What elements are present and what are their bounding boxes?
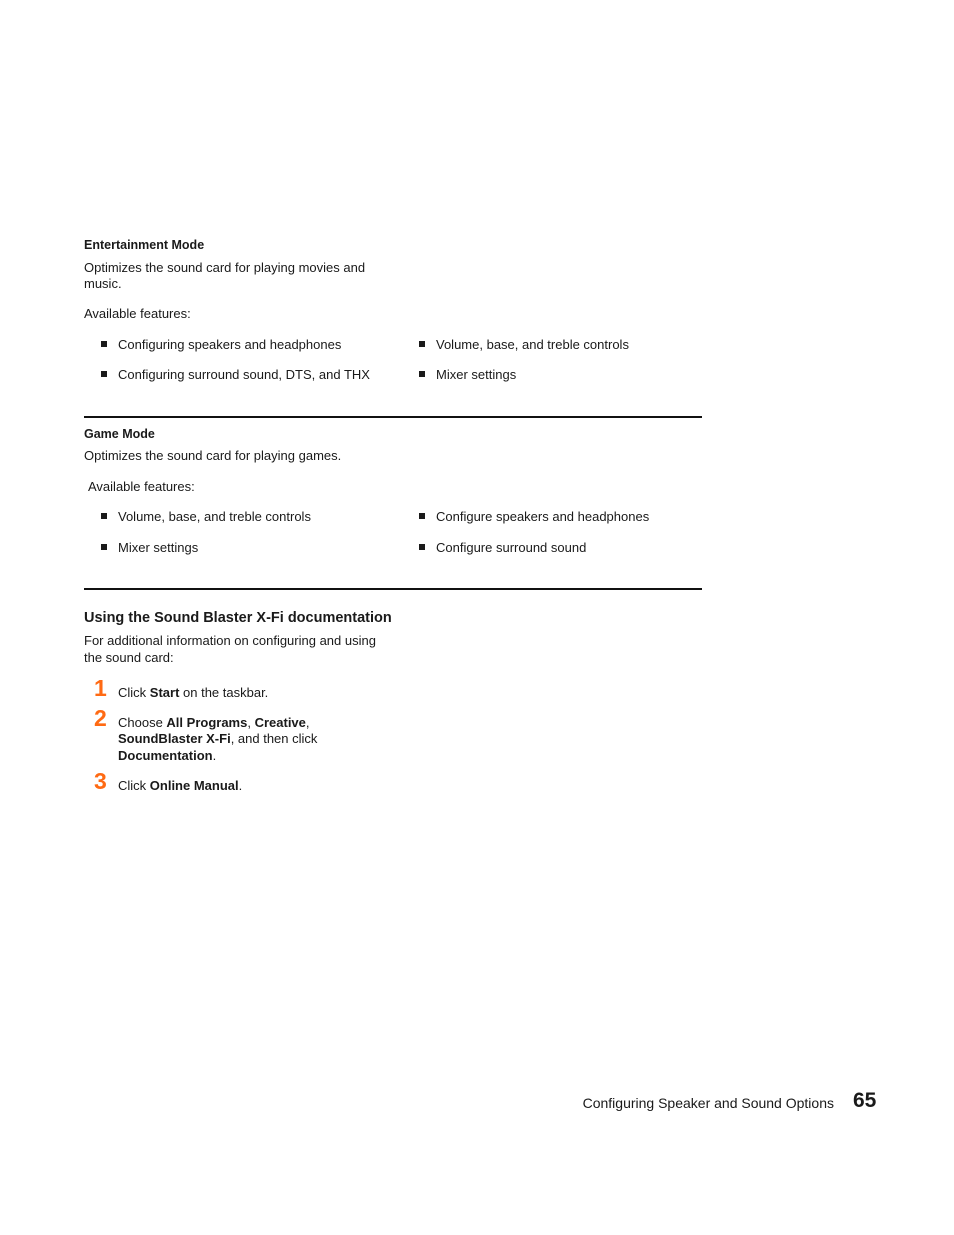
game-available-label: Available features: <box>88 479 195 494</box>
feature-label: Volume, base, and treble controls <box>436 337 629 352</box>
step-number: 2 <box>94 705 107 731</box>
step-number: 1 <box>94 675 107 701</box>
game-feature-item <box>101 508 311 525</box>
bullet-square-icon <box>419 513 425 519</box>
game-feature-item <box>101 539 198 556</box>
feature-label: Mixer settings <box>118 540 199 555</box>
step-2-line3: Documentation. <box>118 748 217 763</box>
entertainment-feature-item <box>419 336 629 353</box>
entertainment-desc-line1: Optimizes the sound card for playing movies and <box>84 260 366 275</box>
entertainment-feature-item <box>419 366 516 383</box>
bullet-square-icon <box>419 341 425 347</box>
step-number: 3 <box>94 768 107 794</box>
footer-chapter-title: Configuring Speaker and Sound Options <box>582 1095 834 1111</box>
feature-label: Configure speakers and headphones <box>436 509 650 524</box>
step-1-text: Click Start on the taskbar. <box>118 685 269 700</box>
feature-label: Configure surround sound <box>436 540 587 555</box>
game-desc: Optimizes the sound card for playing games. <box>84 448 342 463</box>
documentation-intro-line2: the sound card: <box>84 650 174 665</box>
documentation-intro-line1: For additional information on configuring and using <box>84 633 376 648</box>
game-feature-item <box>419 508 649 525</box>
section-divider <box>84 588 702 590</box>
feature-label: Mixer settings <box>436 367 517 382</box>
feature-label: Configuring surround sound, DTS, and THX <box>118 367 370 382</box>
bullet-square-icon <box>419 544 425 550</box>
step-2-line2: SoundBlaster X-Fi, and then click <box>118 731 318 746</box>
bullet-square-icon <box>101 513 107 519</box>
entertainment-available-label: Available features: <box>84 306 191 321</box>
feature-label: Volume, base, and treble controls <box>118 509 311 524</box>
feature-label: Configuring speakers and headphones <box>118 337 342 352</box>
documentation-heading: Using the Sound Blaster X-Fi documentation <box>84 610 392 626</box>
game-mode-heading: Game Mode <box>84 427 155 441</box>
bullet-square-icon <box>419 371 425 377</box>
step-2-line1: Choose All Programs, Creative, <box>118 715 310 730</box>
entertainment-feature-item <box>101 366 370 383</box>
bullet-square-icon <box>101 544 107 550</box>
bullet-square-icon <box>101 341 107 347</box>
page-number: 65 <box>853 1089 877 1112</box>
entertainment-feature-item <box>101 336 341 353</box>
bullet-square-icon <box>101 371 107 377</box>
section-divider <box>84 416 702 418</box>
entertainment-desc-line2: music. <box>84 276 122 291</box>
entertainment-mode-heading: Entertainment Mode <box>84 238 205 252</box>
step-3-text: Click Online Manual. <box>118 778 243 793</box>
game-feature-item <box>419 539 586 556</box>
